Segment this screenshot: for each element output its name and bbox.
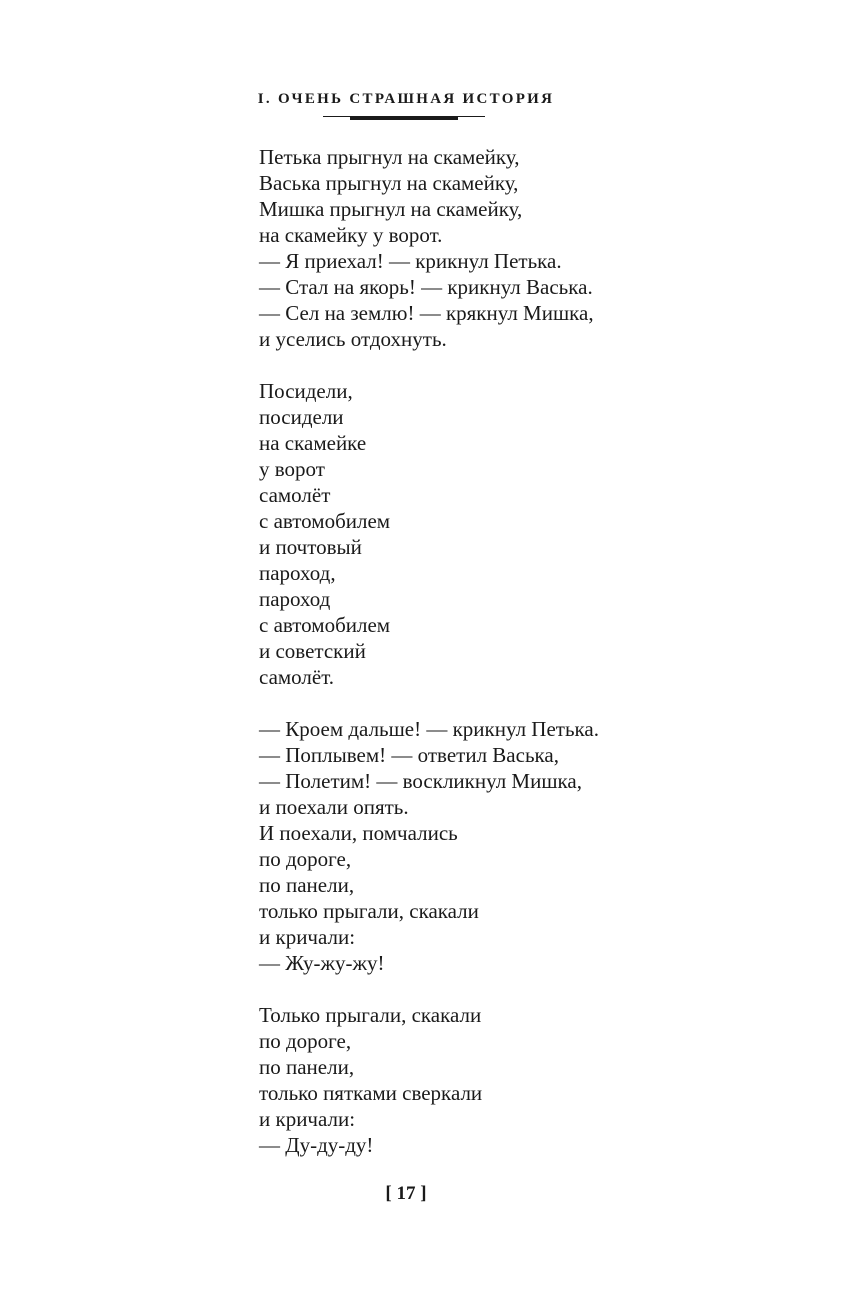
poem-line: по панели, bbox=[259, 1055, 355, 1079]
poem-line: пароход, bbox=[259, 561, 336, 585]
page-number: [ 17 ] bbox=[385, 1183, 427, 1204]
poem-line: с автомобилем bbox=[259, 509, 391, 533]
poem-line: на скамейке bbox=[259, 431, 367, 455]
poem-line: — Сел на землю! — крякнул Мишка, bbox=[259, 301, 594, 325]
poem-line: только прыгали, скакали bbox=[259, 899, 479, 923]
poem-line: Мишка прыгнул на скамейку, bbox=[259, 197, 523, 221]
poem-line: самолёт. bbox=[259, 665, 335, 689]
title-underline-thick bbox=[350, 117, 458, 120]
poem-line: с автомобилем bbox=[259, 613, 391, 637]
poem-line: только пятками сверкали bbox=[259, 1081, 483, 1105]
poem-line: самолёт bbox=[259, 483, 331, 507]
poem-line: и поехали опять. bbox=[259, 795, 409, 819]
poem-line: Посидели, bbox=[259, 379, 353, 403]
chapter-title: I. ОЧЕНЬ СТРАШНАЯ ИСТОРИЯ bbox=[257, 91, 555, 107]
poem-line: — Ду-ду-ду! bbox=[259, 1133, 374, 1157]
poem-line: Только прыгали, скакали bbox=[259, 1003, 482, 1027]
poem-line: по панели, bbox=[259, 873, 355, 897]
poem-line: и советский bbox=[259, 639, 366, 663]
stanza-4 bbox=[259, 1002, 599, 1158]
poem-line: и кричали: bbox=[259, 925, 356, 949]
poem-line: пароход bbox=[259, 587, 331, 611]
poem-line: и кричали: bbox=[259, 1107, 356, 1131]
poem-line: по дороге, bbox=[259, 847, 352, 871]
poem-line: на скамейку у ворот. bbox=[259, 223, 443, 247]
poem-line: Васька прыгнул на скамейку, bbox=[259, 171, 519, 195]
poem-line: — Поплывем! — ответил Васька, bbox=[259, 743, 559, 767]
poem-line: — Полетим! — воскликнул Мишка, bbox=[259, 769, 582, 793]
poem-line: — Жу-жу-жу! bbox=[259, 951, 385, 975]
poem-line: и почтовый bbox=[259, 535, 362, 559]
poem-line: — Кроем дальше! — крикнул Петька. bbox=[259, 717, 599, 741]
poem-line: — Я приехал! — крикнул Петька. bbox=[259, 249, 562, 273]
poem-line: и уселись отдохнуть. bbox=[259, 327, 447, 351]
poem-line: посидели bbox=[259, 405, 344, 429]
poem-body bbox=[259, 144, 599, 1158]
poem-line: Петька прыгнул на скамейку, bbox=[259, 145, 520, 169]
stanza-1 bbox=[259, 144, 599, 352]
poem-line: по дороге, bbox=[259, 1029, 352, 1053]
poem-line: И поехали, помчались bbox=[259, 821, 458, 845]
poem-line: — Стал на якорь! — крикнул Васька. bbox=[259, 275, 593, 299]
poem-line: у ворот bbox=[259, 457, 325, 481]
stanza-3 bbox=[259, 716, 599, 976]
stanza-2 bbox=[259, 378, 599, 690]
